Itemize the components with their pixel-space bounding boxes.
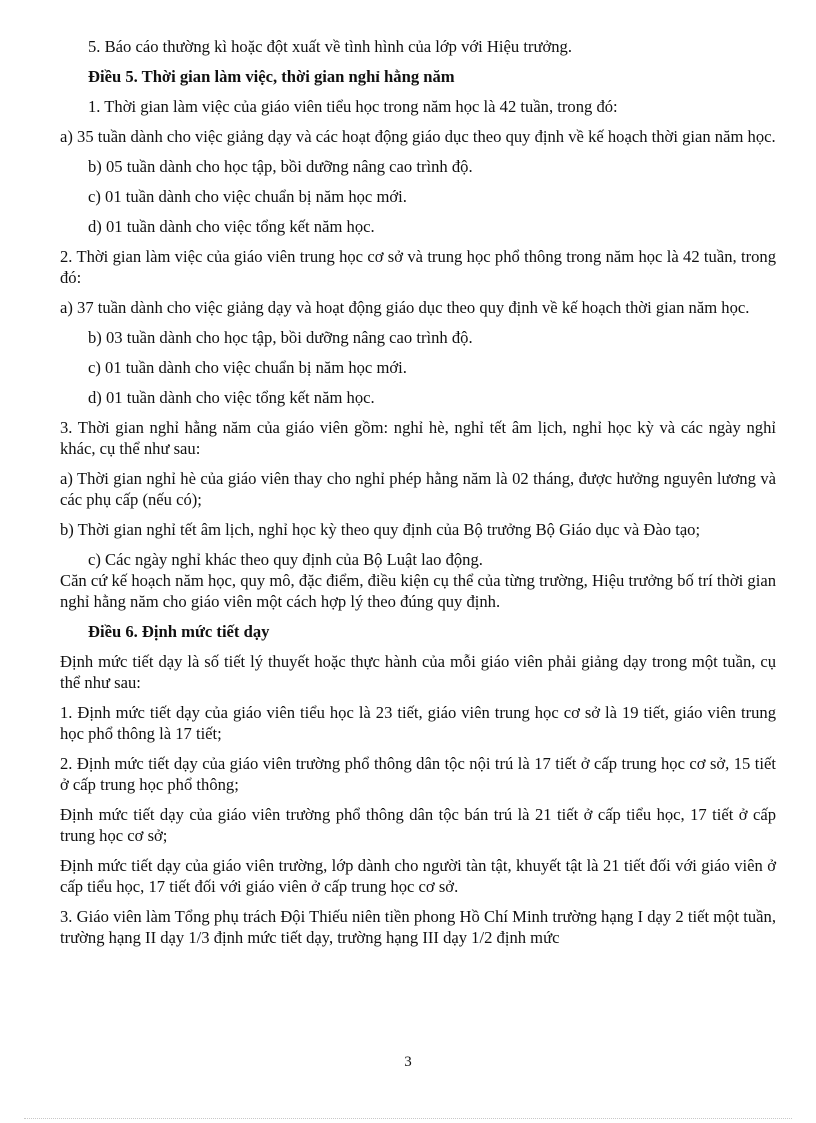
paragraph: d) 01 tuần dành cho việc tổng kết năm học. bbox=[88, 217, 375, 236]
paragraph: b) 05 tuần dành cho học tập, bồi dưỡng nâng cao trình độ. bbox=[88, 157, 473, 176]
paragraph: 3. Thời gian nghỉ hằng năm của giáo viên gồm: nghỉ hè, nghỉ tết âm lịch, nghỉ học kỳ và các ngày nghỉ khác, cụ thể như sau: bbox=[60, 418, 776, 458]
page-bottom-divider bbox=[24, 1118, 792, 1119]
document-body bbox=[60, 36, 776, 948]
paragraph: Định mức tiết dạy của giáo viên trường phổ thông dân tộc bán trú là 21 tiết ở cấp tiểu học, 17 tiết ở cấp trung học cơ sở; bbox=[60, 805, 776, 845]
paragraph: a) 35 tuần dành cho việc giảng dạy và các hoạt động giáo dục theo quy định về kế hoạch thời gian năm học. bbox=[60, 127, 776, 146]
paragraph: Căn cứ kế hoạch năm học, quy mô, đặc điểm, điều kiện cụ thể của từng trường, Hiệu trưởng bố trí thời gian nghỉ hằng năm cho giáo viên một cách hợp lý theo đúng quy định. bbox=[60, 571, 776, 611]
paragraph: 1. Thời gian làm việc của giáo viên tiểu học trong năm học là 42 tuần, trong đó: bbox=[88, 97, 618, 116]
paragraph: Định mức tiết dạy của giáo viên trường, lớp dành cho người tàn tật, khuyết tật là 21 tiết đối với giáo viên ở cấp tiểu học, 17 tiết đối với giáo viên ở cấp trung học cơ sở. bbox=[60, 856, 776, 896]
paragraph: a) Thời gian nghỉ hè của giáo viên thay cho nghỉ phép hằng năm là 02 tháng, được hưởng nguyên lương và các phụ cấp (nếu có); bbox=[60, 469, 776, 509]
paragraph: b) 03 tuần dành cho học tập, bồi dưỡng nâng cao trình độ. bbox=[88, 328, 473, 347]
paragraph: 2. Định mức tiết dạy của giáo viên trường phổ thông dân tộc nội trú là 17 tiết ở cấp trung học cơ sở, 15 tiết ở cấp trung học phổ thông; bbox=[60, 754, 776, 794]
paragraph: c) 01 tuần dành cho việc chuẩn bị năm học mới. bbox=[88, 187, 407, 206]
paragraph: b) Thời gian nghỉ tết âm lịch, nghỉ học kỳ theo quy định của Bộ trưởng Bộ Giáo dục và Đào tạo; bbox=[60, 520, 701, 539]
paragraph: d) 01 tuần dành cho việc tổng kết năm học. bbox=[88, 388, 375, 407]
paragraph: Định mức tiết dạy là số tiết lý thuyết hoặc thực hành của mỗi giáo viên phải giảng dạy trong một tuần, cụ thể như sau: bbox=[60, 652, 776, 692]
paragraph: a) 37 tuần dành cho việc giảng dạy và hoạt động giáo dục theo quy định về kế hoạch thời gian năm học. bbox=[60, 298, 750, 317]
section-heading-article-6: Điều 6. Định mức tiết dạy bbox=[88, 622, 270, 641]
page-number: 3 bbox=[404, 1054, 412, 1070]
section-heading-article-5: Điều 5. Thời gian làm việc, thời gian nghỉ hằng năm bbox=[88, 67, 455, 86]
paragraph: c) 01 tuần dành cho việc chuẩn bị năm học mới. bbox=[88, 358, 407, 377]
paragraph: c) Các ngày nghỉ khác theo quy định của Bộ Luật lao động. bbox=[88, 550, 483, 569]
paragraph: 2. Thời gian làm việc của giáo viên trung học cơ sở và trung học phổ thông trong năm học là 42 tuần, trong đó: bbox=[60, 247, 776, 287]
paragraph: 1. Định mức tiết dạy của giáo viên tiểu học là 23 tiết, giáo viên trung học cơ sở là 19 tiết, giáo viên trung học phổ thông là 17 tiết; bbox=[60, 703, 776, 743]
paragraph: 5. Báo cáo thường kì hoặc đột xuất về tình hình của lớp với Hiệu trưởng. bbox=[88, 37, 572, 56]
paragraph: 3. Giáo viên làm Tổng phụ trách Đội Thiếu niên tiền phong Hồ Chí Minh trường hạng I dạy 2 tiết một tuần, trường hạng II dạy 1/3 định mức tiết dạy, trường hạng III dạy 1/2 định mức bbox=[60, 907, 776, 947]
